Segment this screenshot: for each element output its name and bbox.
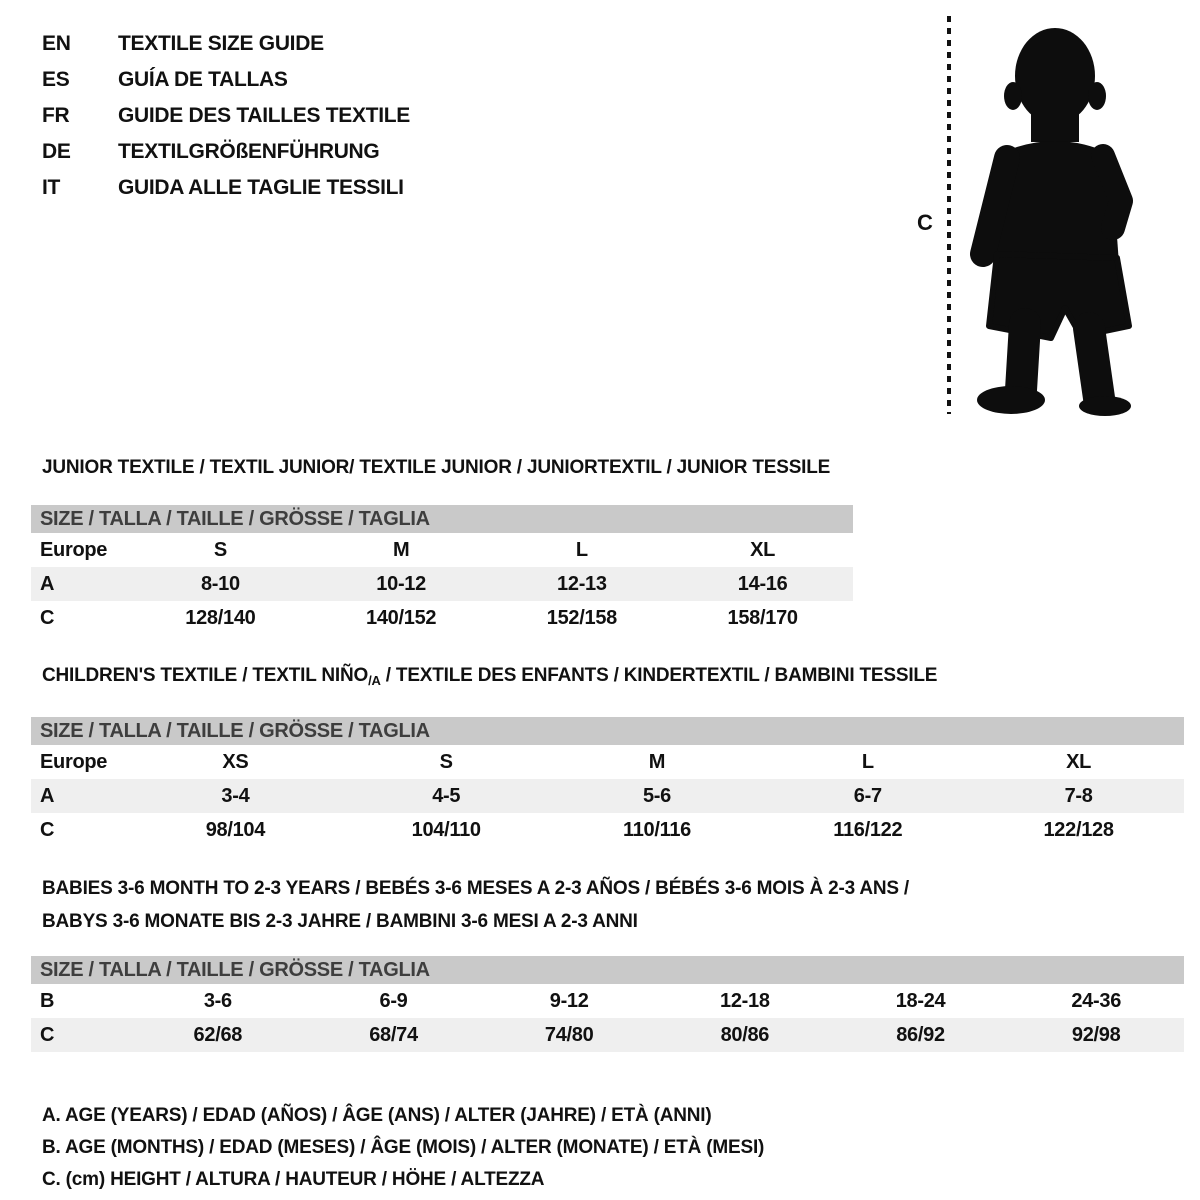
table-cell: 7-8 [1064, 785, 1093, 807]
table-cell: 8-10 [200, 573, 240, 595]
table-cell: 74/80 [544, 1024, 594, 1046]
table-cell: 68/74 [369, 1024, 418, 1046]
table-cell: 14-16 [737, 573, 788, 595]
table-cell: XL [750, 539, 776, 561]
table-cell: XL [1066, 751, 1092, 773]
language-row [42, 62, 410, 98]
table-cell: S [213, 539, 227, 561]
junior-section-heading: JUNIOR TEXTILE / TEXTIL JUNIOR/ TEXTILE JUNIOR / JUNIORTEXTIL / JUNIOR TESSILE [42, 457, 831, 478]
children-heading-subscript: /A [368, 673, 381, 688]
table-cell: 18-24 [895, 990, 946, 1012]
table-cell: 24-36 [1071, 990, 1122, 1012]
table-cell: 3-4 [221, 785, 250, 807]
table-row [31, 745, 1184, 779]
row-label: C [40, 819, 55, 841]
babies-section-heading [0, 872, 1200, 938]
table-row [31, 1018, 1184, 1052]
height-measure-label: C [917, 210, 933, 235]
table-row [31, 813, 1184, 847]
table-cell: 9-12 [549, 990, 589, 1012]
height-dashed-line [947, 16, 951, 414]
junior-size-table [31, 505, 853, 635]
table-cell: 6-9 [379, 990, 408, 1012]
measure-legend [42, 1100, 1200, 1196]
guide-title: GUIDE DES TAILLES TEXTILE [118, 104, 410, 127]
guide-title: GUÍA DE TALLAS [118, 68, 288, 91]
language-row [42, 26, 410, 62]
legend-line-a: A. AGE (YEARS) / EDAD (AÑOS) / ÂGE (ANS) / ALTER (JAHRE) / ETÀ (ANNI) [42, 1105, 712, 1126]
language-code: EN [42, 32, 71, 55]
size-header-bar: SIZE / TALLA / TAILLE / GRÖSSE / TAGLIA [31, 505, 853, 533]
table-cell: M [648, 751, 666, 773]
children-section [0, 665, 1200, 847]
children-heading-prefix: CHILDREN'S TEXTILE / TEXTIL NIÑO [42, 665, 369, 686]
table-cell: S [439, 751, 453, 773]
row-label: B [40, 990, 55, 1012]
table-cell: 140/152 [366, 607, 437, 629]
table-cell: L [575, 539, 588, 561]
junior-section [0, 457, 1200, 635]
babies-size-table [31, 956, 1184, 1052]
babies-section [0, 872, 1200, 1052]
table-cell: 80/86 [720, 1024, 770, 1046]
legend-line-c: C. (cm) HEIGHT / ALTURA / HAUTEUR / HÖHE / ALTEZZA [42, 1169, 545, 1190]
guide-title: GUIDA ALLE TAGLIE TESSILI [118, 176, 404, 199]
table-cell: 122/128 [1043, 819, 1114, 841]
table-cell: 62/68 [193, 1024, 243, 1046]
language-row [42, 98, 410, 134]
language-code: ES [42, 68, 70, 91]
row-label: A [40, 573, 55, 595]
table-cell: 92/98 [1071, 1024, 1121, 1046]
baby-silhouette-icon [969, 16, 1141, 416]
table-row [31, 779, 1184, 813]
children-size-table [31, 717, 1184, 847]
row-label: C [40, 1024, 55, 1046]
row-label: C [40, 607, 55, 629]
table-cell: 10-12 [376, 573, 426, 595]
size-header-bar: SIZE / TALLA / TAILLE / GRÖSSE / TAGLIA [31, 717, 1184, 745]
size-header-bar: SIZE / TALLA / TAILLE / GRÖSSE / TAGLIA [31, 956, 1184, 984]
table-cell: XS [222, 751, 249, 773]
language-code: DE [42, 140, 71, 163]
language-row [42, 170, 410, 206]
table-cell: 128/140 [185, 607, 256, 629]
table-cell: 6-7 [853, 785, 882, 807]
babies-heading-line1: BABIES 3-6 MONTH TO 2-3 YEARS / BEBÉS 3-6 MESES A 2-3 AÑOS / BÉBÉS 3-6 MOIS À 2-3 ANS / [42, 878, 910, 899]
row-label: Europe [40, 751, 108, 773]
row-label: Europe [40, 539, 108, 561]
table-cell: 116/122 [833, 819, 903, 841]
table-row [31, 533, 853, 567]
babies-heading-line2: BABYS 3-6 MONATE BIS 2-3 JAHRE / BAMBINI 3-6 MESI A 2-3 ANNI [42, 911, 638, 932]
table-cell: 104/110 [411, 819, 481, 841]
table-cell: 12-13 [557, 573, 607, 595]
language-code: IT [42, 176, 61, 199]
guide-title: TEXTILE SIZE GUIDE [118, 32, 324, 55]
table-cell: 110/116 [622, 819, 691, 841]
language-code: FR [42, 104, 70, 127]
table-row [31, 567, 853, 601]
children-heading-suffix: / TEXTILE DES ENFANTS / KINDERTEXTIL / BAMBINI TESSILE [380, 665, 938, 686]
height-measure-figure [905, 14, 1165, 418]
children-section-heading [42, 665, 1200, 691]
table-row [31, 601, 853, 635]
table-cell: 3-6 [203, 990, 232, 1012]
top-section [0, 0, 1200, 437]
language-title-list [42, 26, 410, 206]
row-label: A [40, 785, 55, 807]
table-cell: 158/170 [727, 607, 798, 629]
guide-title: TEXTILGRÖßENFÜHRUNG [118, 140, 380, 163]
table-cell: 5-6 [642, 785, 671, 807]
table-cell: 152/158 [546, 607, 617, 629]
table-cell: L [861, 751, 874, 773]
language-row [42, 134, 410, 170]
table-cell: 98/104 [205, 819, 266, 841]
table-row [31, 984, 1184, 1018]
table-cell: 4-5 [432, 785, 461, 807]
table-cell: 12-18 [720, 990, 770, 1012]
legend-line-b: B. AGE (MONTHS) / EDAD (MESES) / ÂGE (MOIS) / ALTER (MONATE) / ETÀ (MESI) [42, 1137, 765, 1158]
table-cell: M [392, 539, 410, 561]
table-cell: 86/92 [896, 1024, 945, 1046]
